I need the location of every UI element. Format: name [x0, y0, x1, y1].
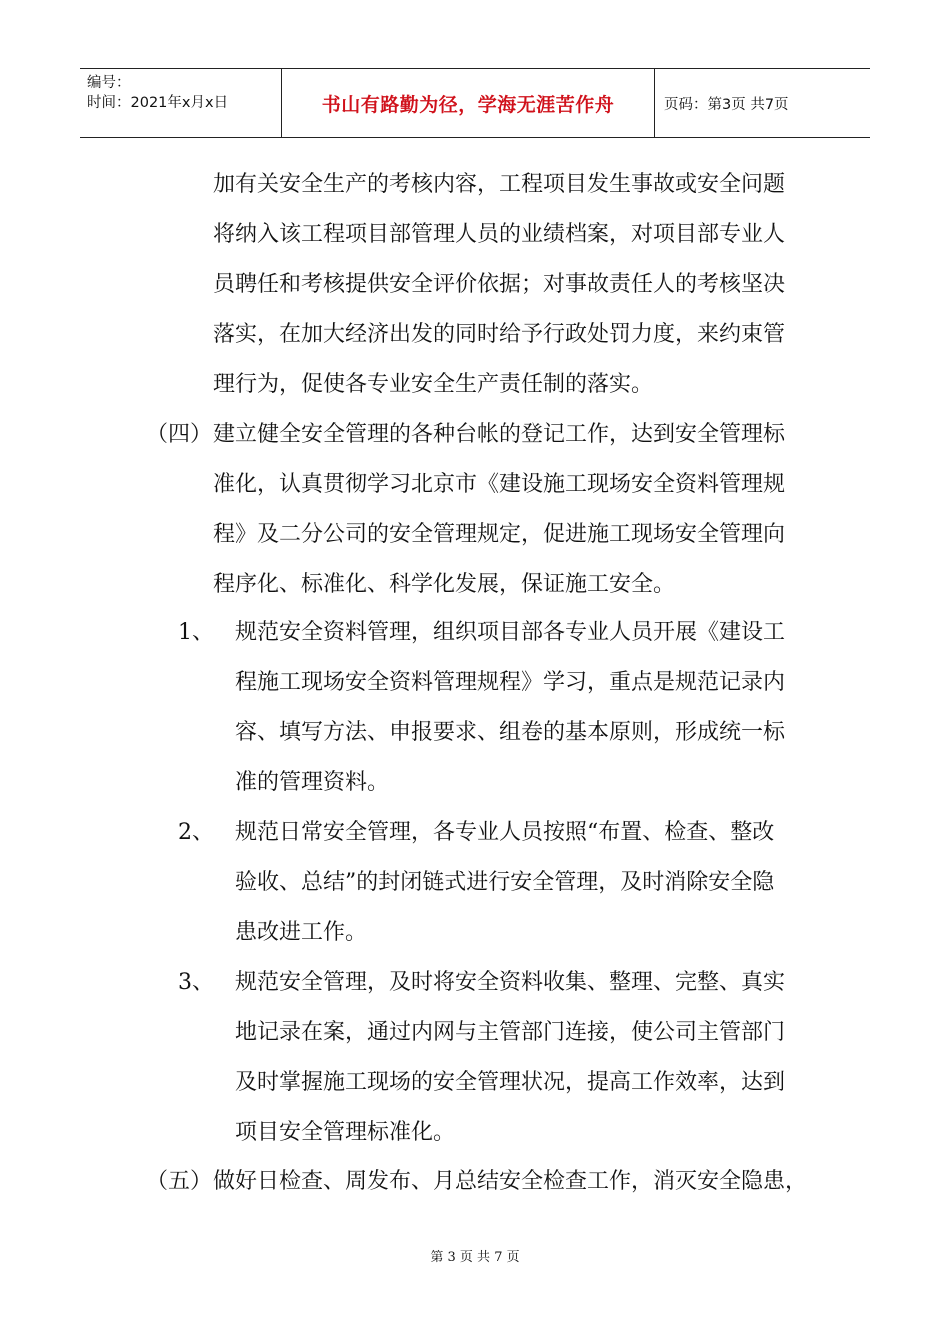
- paragraph-line: 将纳入该工程项目部管理人员的业绩档案，对项目部专业人: [213, 222, 786, 247]
- header-page-info: 页码：第3页 共7页: [664, 96, 789, 113]
- section-4-paragraph: [213, 410, 785, 610]
- paragraph-line: 容、填写方法、申报要求、组卷的基本原则，形成统一标: [235, 720, 786, 745]
- paragraph-line: 规范日常安全管理，各专业人员按照“布置、检查、整改: [235, 820, 775, 845]
- document-number-label: 编号：: [87, 75, 131, 91]
- paragraph-line: 规范安全管理，及时将安全资料收集、整理、完整、真实: [235, 970, 786, 995]
- paragraph-line: 地记录在案，通过内网与主管部门连接，使公司主管部门: [235, 1020, 786, 1045]
- paragraph-line: 做好日检查、周发布、月总结安全检查工作，消灭安全隐患，: [213, 1169, 808, 1194]
- header-meta: [80, 69, 282, 137]
- paragraph-line: 准化，认真贯彻学习北京市《建设施工现场安全资料管理规: [213, 472, 786, 497]
- paragraph-line: 员聘任和考核提供安全评价依据；对事故责任人的考核坚决: [213, 272, 786, 297]
- paragraph-line: 理行为，促使各专业安全生产责任制的落实。: [213, 372, 654, 397]
- paragraph-line: 规范安全资料管理，组织项目部各专业人员开展《建设工: [235, 620, 786, 645]
- header-motto: 书山有路勤为径，学海无涯苦作舟: [282, 69, 655, 137]
- paragraph-line: 程序化、标准化、科学化发展，保证施工安全。: [213, 572, 676, 597]
- item-3-paragraph: [235, 958, 785, 1158]
- paragraph-line: 准的管理资料。: [235, 770, 390, 795]
- item-2-paragraph: [235, 808, 774, 958]
- section-5-paragraph: [213, 1157, 807, 1207]
- section-5-marker: （五）: [146, 1169, 213, 1194]
- section-4-marker: （四）: [146, 422, 213, 447]
- paragraph-line: 项目安全管理标准化。: [235, 1120, 456, 1145]
- paragraph-line: 及时掌握施工现场的安全管理状况，提高工作效率，达到: [235, 1070, 786, 1095]
- paragraph-line: 患改进工作。: [235, 920, 368, 945]
- page-footer: 第 3 页 共 7 页: [430, 1250, 520, 1265]
- intro-paragraph: [213, 160, 785, 410]
- paragraph-line: 验收、总结”的封闭链式进行安全管理，及时消除安全隐: [235, 870, 775, 895]
- paragraph-line: 建立健全安全管理的各种台帐的登记工作，达到安全管理标: [213, 422, 786, 447]
- item-3-marker: 3、: [178, 970, 214, 995]
- paragraph-line: 加有关安全生产的考核内容，工程项目发生事故或安全问题: [213, 172, 786, 197]
- item-1-paragraph: [235, 608, 785, 808]
- paragraph-line: 落实，在加大经济出发的同时给予行政处罚力度，来约束管: [213, 322, 786, 347]
- page-header: [80, 68, 870, 138]
- paragraph-line: 程施工现场安全资料管理规程》学习，重点是规范记录内: [235, 670, 786, 695]
- paragraph-line: 程》及二分公司的安全管理规定，促进施工现场安全管理向: [213, 522, 786, 547]
- document-date: 时间：2021年x月x日: [87, 95, 229, 111]
- item-2-marker: 2、: [178, 820, 214, 845]
- item-1-marker: 1、: [178, 620, 214, 645]
